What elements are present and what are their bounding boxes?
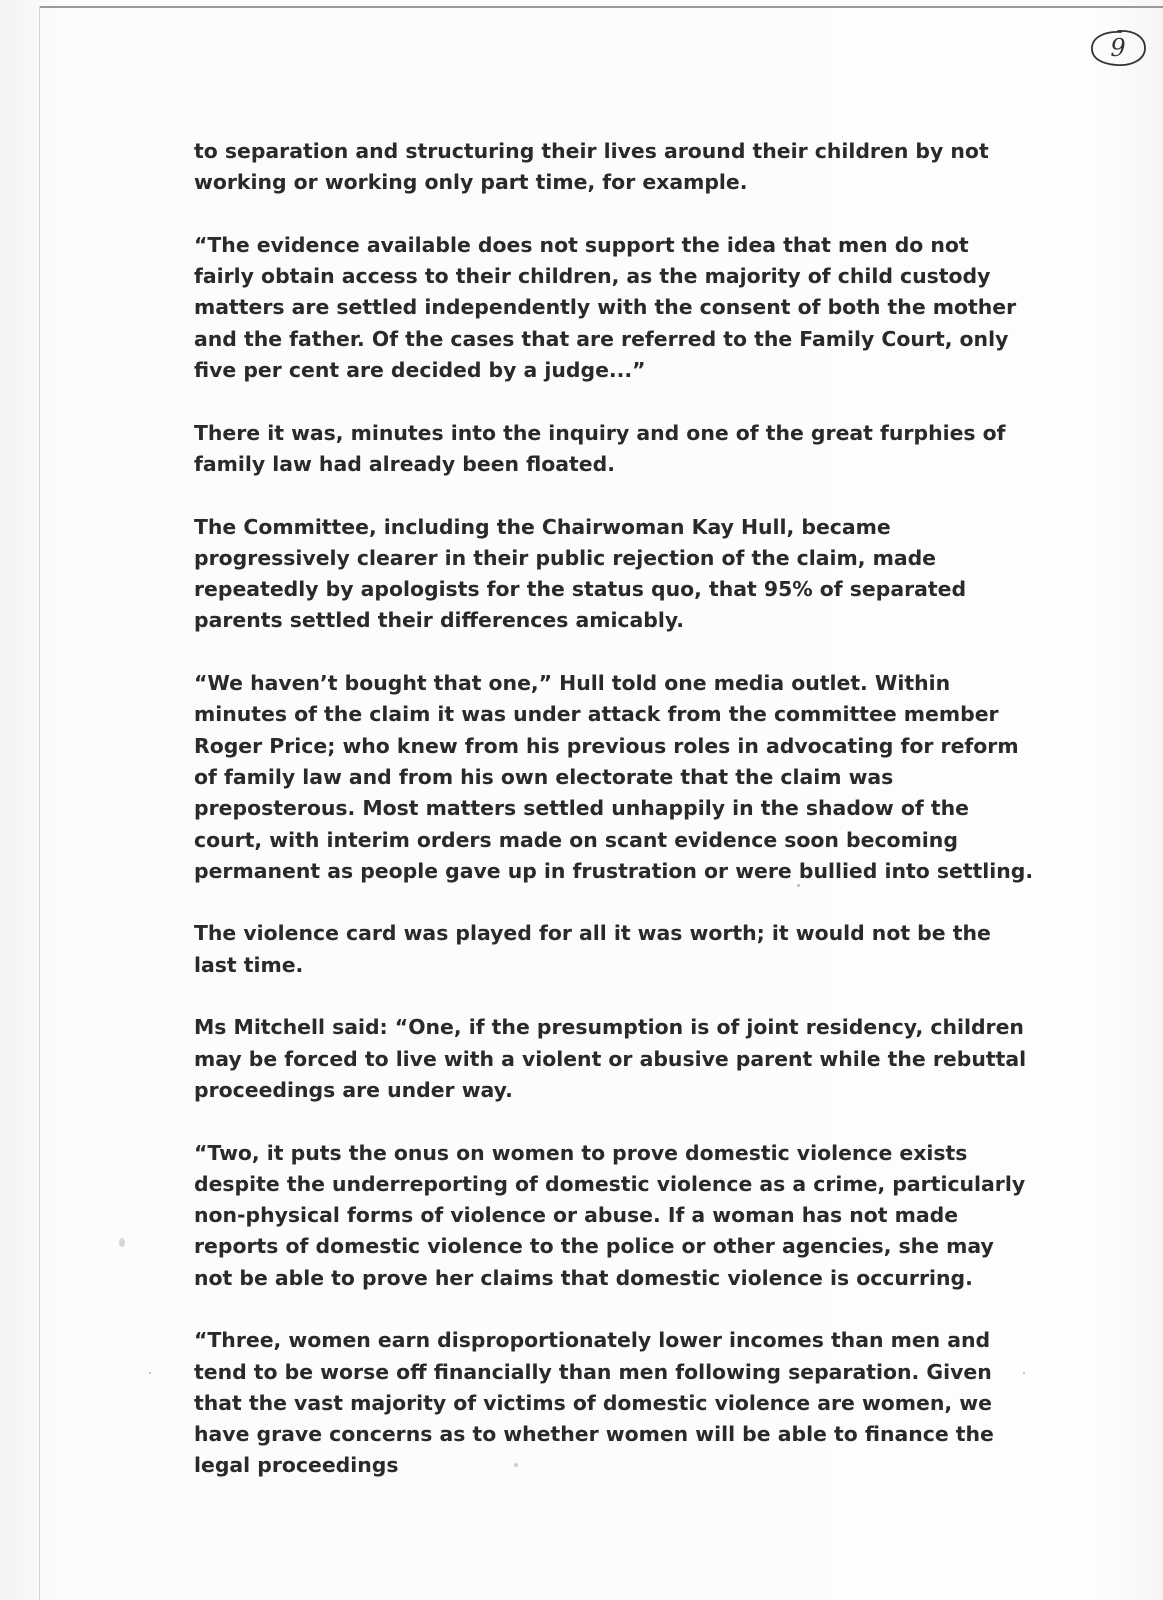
scan-speck xyxy=(119,1238,125,1247)
paragraph: The Committee, including the Chairwoman Kay Hull, became progressively clearer in their public rejection of the claim, made repeatedly by apologists for the status quo, that 95% of separated parents settled their differences amicably. xyxy=(194,514,967,633)
scan-speck xyxy=(514,1463,518,1467)
scan-speck xyxy=(1023,1372,1025,1374)
paragraph: “Three, women earn disproportionately lower incomes than men and tend to be worse off financially than men following separation. Given that the vast majority of victims of domestic violence are women, we have grave concerns as to whether women will be able to finance the legal proceedings xyxy=(194,1328,994,1478)
paragraph: “The evidence available does not support the idea that men do not fairly obtain access to their children, as the majority of child custody matters are settled independently with the consent of both the mother and the father. Of the cases that are referred to the Family Court, only five per cent are decided by a judge...” xyxy=(194,232,1017,383)
paragraph: There it was, minutes into the inquiry and one of the great furphies of family law had already been floated. xyxy=(194,420,1006,476)
scan-top-edge xyxy=(40,6,1163,8)
paragraph: “We haven’t bought that one,” Hull told one media outlet. Within minutes of the claim it was under attack from the committee member Roger Price; who knew from his previous roles in advocating for reform of family law and from his own electorate that the claim was preposterous. Most matters settled unhappily in the shadow of the court, with interim orders made on scant evidence soon becoming permanent as people gave up in frustration or were bullied into settling. xyxy=(194,671,1034,883)
paragraph: to separation and structuring their lives around their children by not working or working only part time, for example. xyxy=(194,139,989,195)
scan-speck xyxy=(797,884,800,887)
scan-speck xyxy=(149,1372,151,1374)
document-body xyxy=(194,136,1034,1513)
scan-left-edge xyxy=(39,6,40,1600)
page-number: 9 xyxy=(1110,34,1126,62)
paragraph: “Two, it puts the onus on women to prove domestic violence exists despite the underreporting of domestic violence as a crime, particularly non-physical forms of violence or abuse. If a woman has not made reports of domestic violence to the police or other agencies, she may not be able to prove her claims that domestic violence is occurring. xyxy=(194,1140,1026,1290)
paragraph: Ms Mitchell said: “One, if the presumption is of joint residency, children may be forced to live with a violent or abusive parent while the rebuttal proceedings are under way. xyxy=(194,1015,1027,1102)
paragraph: The violence card was played for all it was worth; it would not be the last time. xyxy=(194,921,991,977)
